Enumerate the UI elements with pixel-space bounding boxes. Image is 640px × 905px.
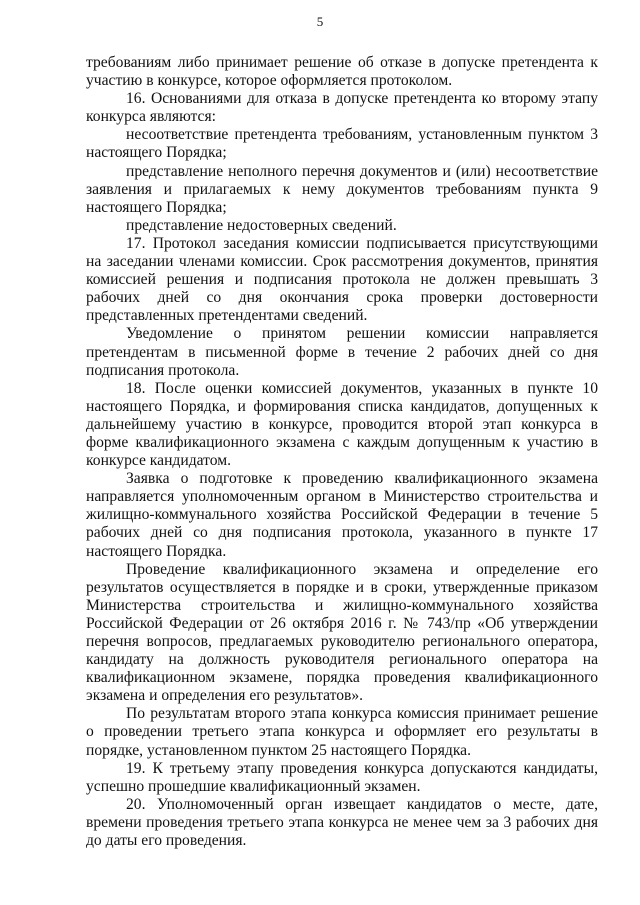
paragraph-clause-16-item-3: представление недостоверных сведений. (126, 216, 397, 234)
paragraph-clause-16-item-2: представление неполного перечня документов и (или) несоответствие заявления и прилагаемых к нему документов требованиям пункта 9 настоящего Порядка; (86, 162, 598, 216)
paragraph-clause-18-exam: Проведение квалификационного экзамена и определение его результатов осуществляется в порядке и в сроки, утвержденные приказом Министерства строительства и жилищно-коммунального хозяйства Российской Федерации от 26 октября 2016 г. № 743/пр «Об утверждении перечня вопросов, предлагаемых руководителю регионального оператора, кандидату на должность руководителя регионального оператора на квалификационном экзамене, порядка проведения квалификационного экзамена и определения его результатов». (86, 560, 598, 705)
paragraph-clause-18-request: Заявка о подготовке к проведению квалификационного экзамена направляется уполномоченным органом в Министерство строительства и жилищно-коммунального хозяйства Российской Федерации в течение 5 рабочих дней со дня подписания протокола, указанного в пункте 17 настоящего Порядка. (86, 470, 598, 560)
paragraph-clause-17: 17. Протокол заседания комиссии подписывается присутствующими на заседании членами комиссии. Срок рассмотрения документов, принятия комиссией решения и подписания протокола не должен превышать 3 рабочих дней со дня окончания срока проверки достоверности представленных претендентами сведений. (86, 234, 598, 325)
paragraph-clause-16: 16. Основаниями для отказа в допуске претендента ко второму этапу конкурса являются: (86, 90, 598, 126)
paragraph-continuation: требованиям либо принимает решение об отказе в допуске претендента к участию в конкурсе, которое оформляется протоколом. (86, 54, 598, 90)
paragraph-clause-20: 20. Уполномоченный орган извещает кандидатов о месте, дате, времени проведения третьего этапа конкурса не менее чем за 3 рабочих дня до даты его проведения. (86, 795, 598, 850)
document-body (86, 54, 598, 850)
paragraph-clause-16-item-1: несоответствие претендента требованиям, установленным пунктом 3 настоящего Порядка; (86, 126, 598, 162)
paragraph-clause-17-notice: Уведомление о принятом решении комиссии направляется претендентам в письменной форме в течение 2 рабочих дней со дня подписания протокола. (86, 325, 598, 379)
paragraph-clause-18: 18. После оценки комиссией документов, указанных в пункте 10 настоящего Порядка, и формирования списка кандидатов, допущенных к дальнейшему участию в конкурсе, проводится второй этап конкурса в форме квалификационного экзамена с каждым допущенным к участию в конкурсе кандидатом. (86, 379, 598, 470)
paragraph-clause-19: 19. К третьему этапу проведения конкурса допускаются кандидаты, успешно прошедшие квалификационный экзамен. (86, 759, 598, 795)
paragraph-clause-18-results: По результатам второго этапа конкурса комиссия принимает решение о проведении третьего этапа конкурса и оформляет его результаты в порядке, установленном пунктом 25 настоящего Порядка. (86, 705, 598, 759)
page-number: 5 (316, 14, 324, 29)
